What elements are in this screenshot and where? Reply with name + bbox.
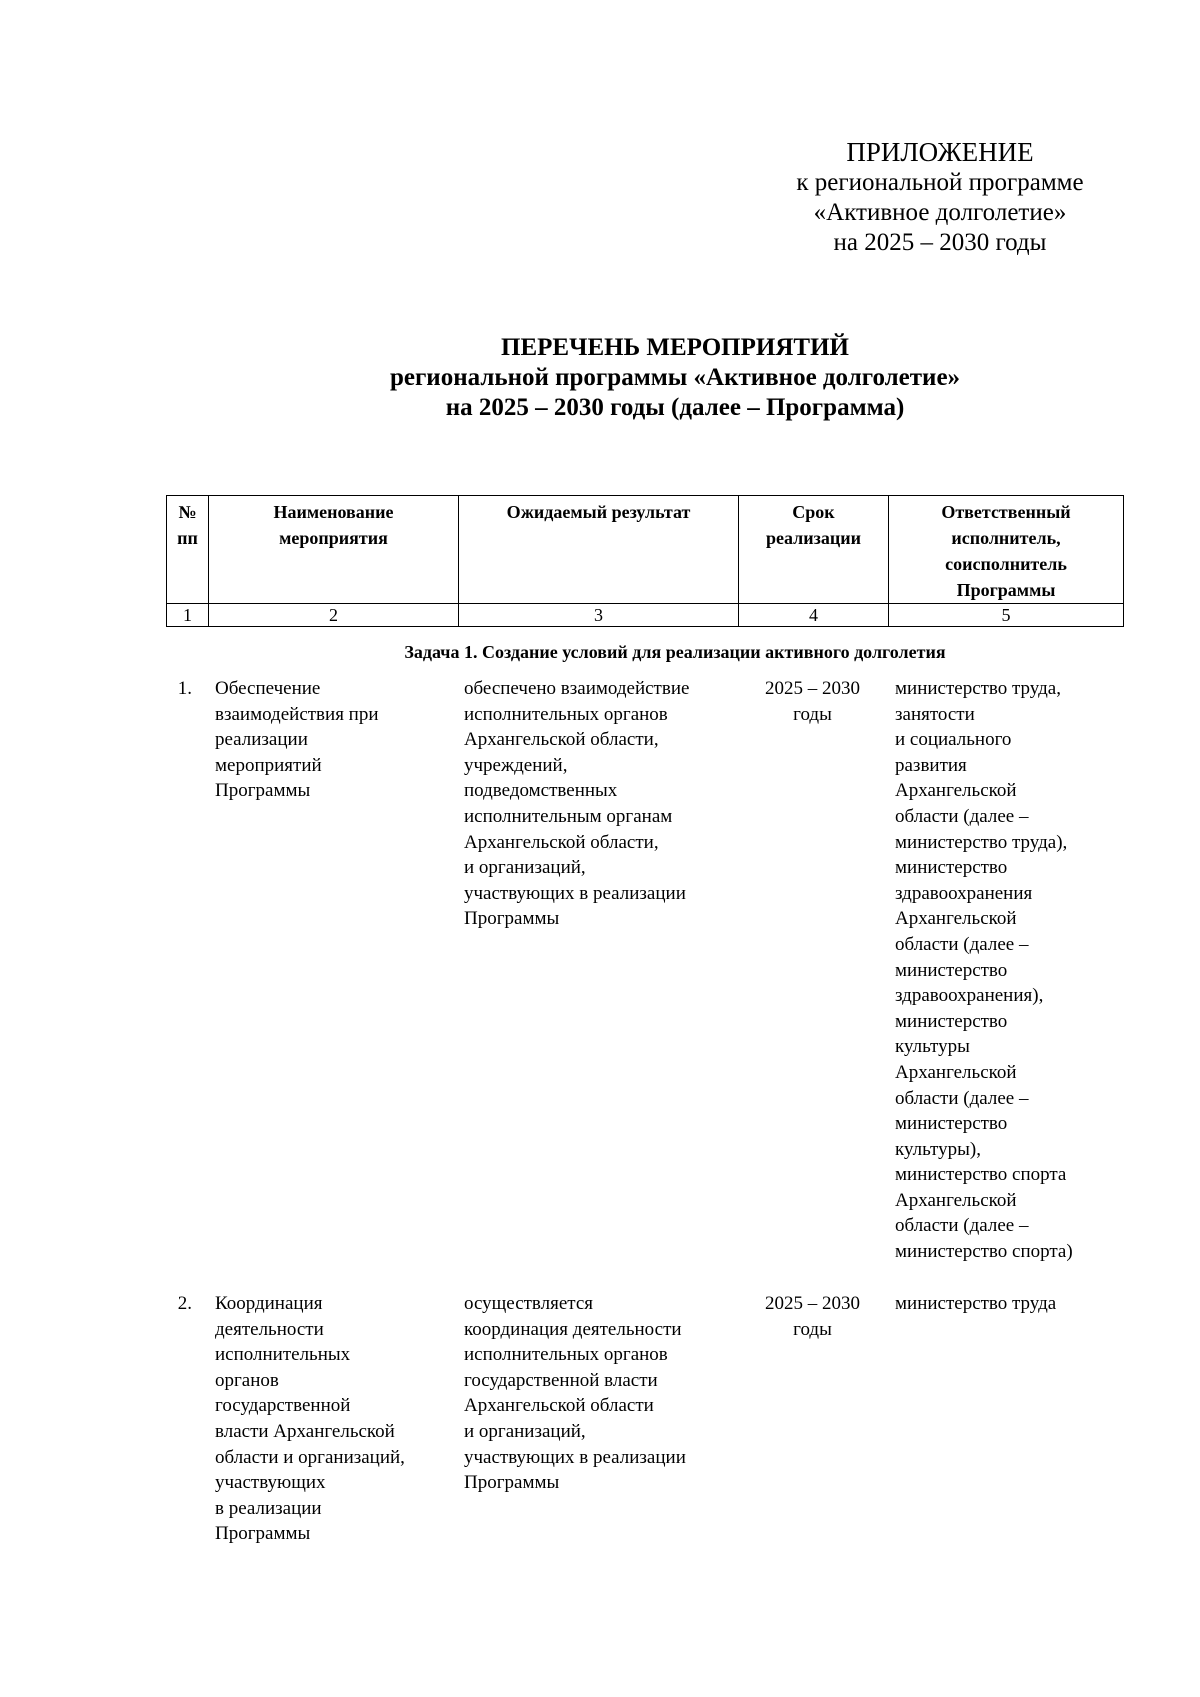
header-cell-result xyxy=(459,496,739,604)
text-line: годы xyxy=(793,703,832,725)
text-line: власти Архангельской xyxy=(215,1420,395,1442)
text-line: реализации xyxy=(215,729,308,751)
text-line: Архангельской xyxy=(895,1061,1017,1083)
text-line: 2025 – 2030 xyxy=(765,678,860,699)
row-result xyxy=(464,1291,739,1496)
text-line: Архангельской xyxy=(895,780,1017,802)
text-line: министерство труда), xyxy=(895,831,1068,853)
title-line: региональной программы «Активное долголетие» xyxy=(389,364,961,391)
text-line: министерство xyxy=(895,959,1008,981)
text-line: учреждений, xyxy=(464,754,568,776)
text-line: государственной xyxy=(215,1395,351,1417)
text-line: культуры xyxy=(895,1036,970,1058)
column-number-cell: 3 xyxy=(459,604,739,627)
text-line: Архангельской области, xyxy=(464,831,659,853)
header-line: Наименование xyxy=(273,502,394,522)
row-responsible xyxy=(895,676,1125,1265)
row-term xyxy=(750,676,875,727)
header-cell-term xyxy=(739,496,889,604)
text-line: Архангельской области, xyxy=(464,729,659,751)
row-number: 1. xyxy=(177,678,192,699)
header-line: Ожидаемый результат xyxy=(506,502,691,522)
text-line: Архангельской xyxy=(895,908,1017,930)
text-line: здравоохранения xyxy=(895,882,1033,904)
document-title xyxy=(150,333,1200,423)
text-line: координация деятельности xyxy=(464,1318,682,1340)
column-number-cell: 2 xyxy=(209,604,459,627)
text-line: взаимодействия при xyxy=(215,703,379,725)
header-cell-number xyxy=(167,496,209,604)
row-number: 2. xyxy=(177,1293,192,1314)
text-line: министерство xyxy=(895,857,1008,879)
row-responsible xyxy=(895,1291,1125,1317)
text-line: министерство xyxy=(895,1010,1008,1032)
text-line: участвующих в реализации xyxy=(464,1446,686,1468)
header-line: № xyxy=(178,502,197,522)
text-line: Программы xyxy=(464,1472,560,1494)
header-line: мероприятия xyxy=(279,528,388,548)
text-line: и организаций, xyxy=(464,1420,586,1442)
text-line: области (далее – xyxy=(895,805,1029,827)
text-line: Архангельской xyxy=(895,1189,1017,1211)
text-line: области и организаций, xyxy=(215,1446,405,1468)
header-cell-responsible xyxy=(889,496,1124,604)
appendix-line: к региональной программе xyxy=(796,169,1084,196)
text-line: в реализации xyxy=(215,1497,322,1519)
text-line: культуры), xyxy=(895,1138,981,1160)
text-line: министерство труда, xyxy=(895,678,1061,699)
appendix-line: на 2025 – 2030 годы xyxy=(833,229,1047,256)
text-line: исполнительных органов xyxy=(464,703,668,725)
text-line: Обеспечение xyxy=(215,678,321,699)
row-term xyxy=(750,1291,875,1342)
column-number-cell: 5 xyxy=(889,604,1124,627)
text-line: министерство спорта xyxy=(895,1164,1067,1186)
text-line: подведомственных xyxy=(464,780,618,802)
text-line: 2025 – 2030 xyxy=(765,1293,860,1314)
text-line: участвующих xyxy=(215,1472,326,1494)
text-line: мероприятий xyxy=(215,754,322,776)
text-line: министерство xyxy=(895,1113,1008,1135)
text-line: здравоохранения), xyxy=(895,985,1044,1007)
header-line: реализации xyxy=(766,528,861,548)
text-line: министерство спорта) xyxy=(895,1241,1073,1263)
column-number-cell: 1 xyxy=(167,604,209,627)
header-line: исполнитель, xyxy=(951,528,1061,548)
header-line: Ответственный xyxy=(941,502,1071,522)
appendix-block xyxy=(760,136,1120,258)
header-cell-name xyxy=(209,496,459,604)
text-line: Архангельской области xyxy=(464,1395,654,1417)
appendix-heading: ПРИЛОЖЕНИЕ xyxy=(846,137,1034,167)
text-line: осуществляется xyxy=(464,1293,594,1314)
task-heading: Задача 1. Создание условий для реализации активного долголетия xyxy=(404,642,946,662)
text-line: исполнительных xyxy=(215,1344,351,1366)
text-line: Программы xyxy=(215,780,311,802)
row-result xyxy=(464,676,739,932)
row-name xyxy=(215,1291,445,1547)
text-line: Программы xyxy=(464,908,560,930)
text-line: государственной власти xyxy=(464,1369,658,1391)
text-line: области (далее – xyxy=(895,1215,1029,1237)
text-line: годы xyxy=(793,1318,832,1340)
text-line: и организаций, xyxy=(464,857,586,879)
title-line: на 2025 – 2030 годы (далее – Программа) xyxy=(445,394,905,421)
text-line: министерство труда xyxy=(895,1293,1057,1314)
text-line: и социального xyxy=(895,729,1012,751)
row-name xyxy=(215,676,445,804)
appendix-line: «Активное долголетие» xyxy=(813,199,1067,226)
text-line: Программы xyxy=(215,1523,311,1545)
header-line: пп xyxy=(177,528,198,548)
table-header xyxy=(166,495,1124,627)
column-number-cell: 4 xyxy=(739,604,889,627)
text-line: обеспечено взаимодействие xyxy=(464,678,690,699)
header-line: Срок xyxy=(792,502,835,522)
text-line: области (далее – xyxy=(895,933,1029,955)
text-line: развития xyxy=(895,754,967,776)
text-line: участвующих в реализации xyxy=(464,882,686,904)
text-line: органов xyxy=(215,1369,279,1391)
text-line: Координация xyxy=(215,1293,323,1314)
header-line: соисполнитель xyxy=(945,554,1067,574)
text-line: деятельности xyxy=(215,1318,324,1340)
header-line: Программы xyxy=(956,580,1056,600)
text-line: исполнительным органам xyxy=(464,805,673,827)
text-line: исполнительных органов xyxy=(464,1344,668,1366)
title-line: ПЕРЕЧЕНЬ МЕРОПРИЯТИЙ xyxy=(501,334,849,361)
text-line: занятости xyxy=(895,703,975,725)
text-line: области (далее – xyxy=(895,1087,1029,1109)
